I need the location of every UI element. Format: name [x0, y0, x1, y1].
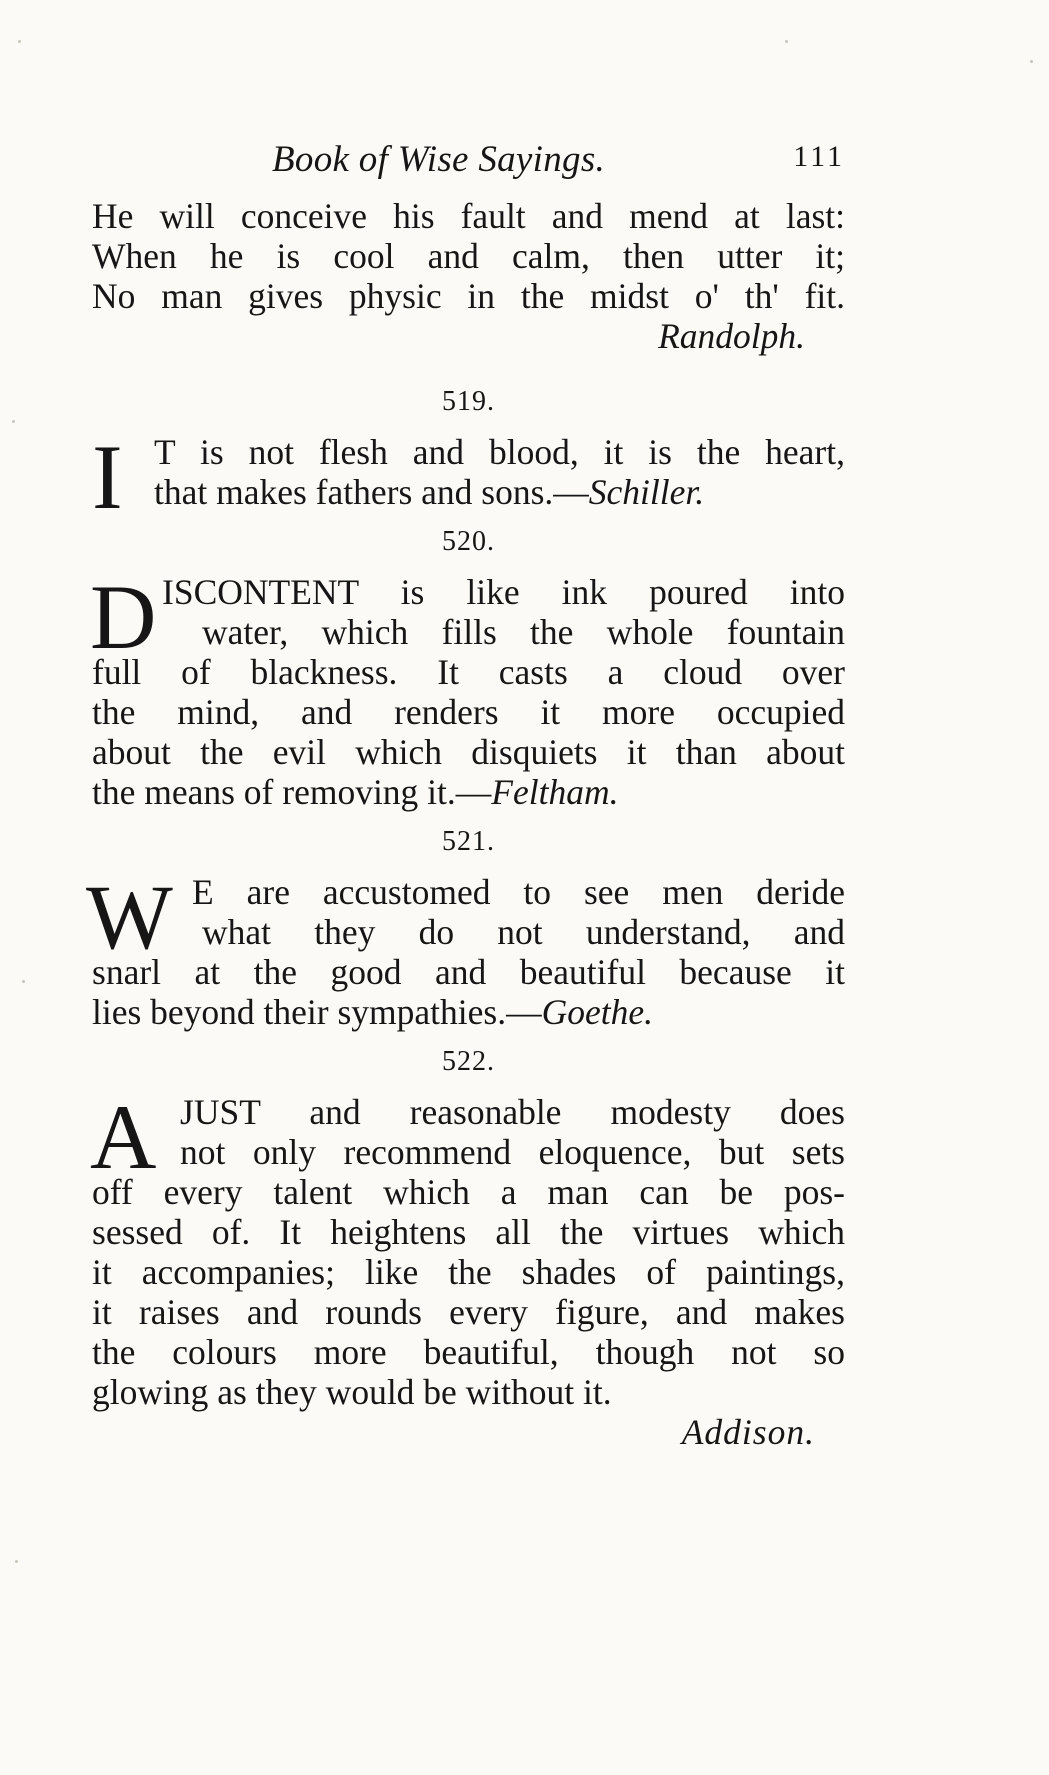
- text-line: the colours more beautiful, though not so: [92, 1332, 845, 1372]
- text-line: [92, 472, 845, 512]
- paper-speck: [18, 40, 21, 43]
- entry-520: [90, 566, 845, 812]
- entry-number: 520.: [442, 526, 495, 557]
- text-line: what they do not understand, and: [202, 912, 845, 952]
- drop-cap: A: [90, 1086, 157, 1188]
- text-line: [92, 772, 845, 812]
- author: Feltham.: [491, 772, 619, 812]
- quote-text: lies beyond their sympathies.—: [92, 992, 542, 1032]
- author: Schiller.: [588, 472, 705, 512]
- paper-speck: [22, 980, 25, 983]
- text-line: not only recommend eloquence, but sets: [180, 1132, 845, 1172]
- drop-cap: I: [92, 426, 123, 528]
- attribution: Randolph.: [658, 316, 805, 356]
- entry-522: [90, 1086, 845, 1452]
- paper-speck: [1030, 60, 1033, 63]
- running-head: [92, 138, 845, 188]
- drop-cap: W: [86, 866, 173, 968]
- author: Goethe.: [541, 992, 653, 1032]
- paper-speck: [785, 40, 788, 43]
- text-line: [92, 992, 845, 1032]
- text-line: about the evil which disquiets it than about: [92, 732, 845, 772]
- entry-521: [92, 872, 845, 1032]
- text-line: E are accustomed to see men deride: [192, 872, 845, 912]
- running-title: Book of Wise Sayings.: [272, 139, 606, 180]
- verse-line: No man gives physic in the midst o' th' fit.: [92, 276, 845, 316]
- page-number: 111: [793, 140, 845, 173]
- entry-number: 519.: [442, 386, 495, 417]
- text-line: JUST and reasonable modesty does: [180, 1092, 845, 1132]
- text-line: full of blackness. It casts a cloud over: [92, 652, 845, 692]
- attribution: Addison.: [681, 1412, 815, 1452]
- text-line: it accompanies; like the shades of paintings,: [92, 1252, 845, 1292]
- verse-line: He will conceive his fault and mend at last:: [92, 196, 845, 236]
- text-line: the mind, and renders it more occupied: [92, 692, 845, 732]
- continuation-verse: [92, 196, 845, 356]
- verse-line: When he is cool and calm, then utter it;: [92, 236, 845, 276]
- entry-519: [92, 432, 845, 512]
- text-line: off every talent which a man can be pos-: [92, 1172, 845, 1212]
- text-line: sessed of. It heightens all the virtues which: [92, 1212, 845, 1252]
- text-line: T is not flesh and blood, it is the heart,: [154, 432, 845, 472]
- quote-text: that makes fathers and sons.—: [154, 472, 589, 512]
- entry-number: 522.: [442, 1046, 495, 1077]
- paper-speck: [12, 420, 15, 423]
- text-line: it raises and rounds every figure, and makes: [92, 1292, 845, 1332]
- quote-text: the means of removing it.—: [92, 772, 492, 812]
- drop-cap: D: [90, 566, 157, 668]
- entry-number: 521.: [442, 826, 495, 857]
- text-line: ISCONTENT is like ink poured into: [162, 572, 845, 612]
- text-line: glowing as they would be without it.: [92, 1372, 612, 1412]
- paper-speck: [15, 1560, 18, 1563]
- text-line: snarl at the good and beautiful because it: [92, 952, 845, 992]
- text-line: water, which fills the whole fountain: [202, 612, 845, 652]
